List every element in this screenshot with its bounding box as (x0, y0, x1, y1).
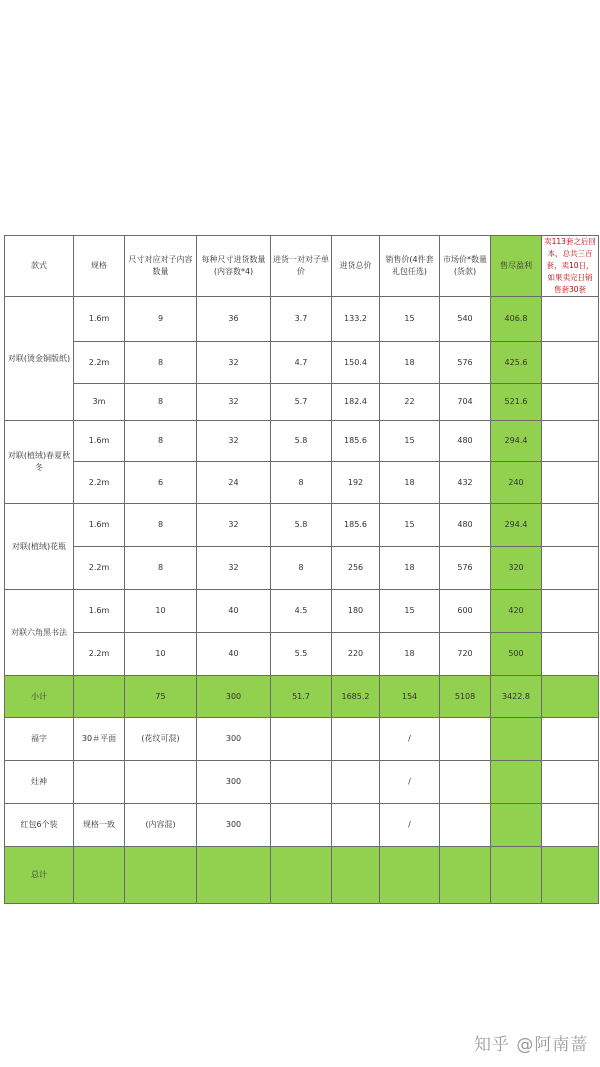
extra-spec (74, 761, 125, 804)
unit-price-cell: 3.7 (271, 297, 332, 342)
extra-content: (花纹可混) (125, 718, 197, 761)
extra-sale: / (380, 718, 440, 761)
market-value-cell: 480 (440, 504, 491, 547)
subtotal-sale-price: 154 (380, 676, 440, 718)
extra-sale: / (380, 804, 440, 847)
style-cell: 对联(植绒)春夏秋冬 (5, 421, 74, 504)
market-value-cell: 540 (440, 297, 491, 342)
purchase-qty-cell: 36 (197, 297, 271, 342)
table-row (5, 384, 599, 421)
total-cost-cell: 150.4 (332, 342, 380, 384)
style-cell: 对联(烫金铜版纸) (5, 297, 74, 421)
profit-cell: 294.4 (491, 421, 542, 462)
unit-price-cell: 8 (271, 462, 332, 504)
table-row (5, 504, 599, 547)
extra-name: 灶神 (5, 761, 74, 804)
total-cell (440, 847, 491, 904)
total-cost-cell: 256 (332, 547, 380, 590)
sale-price-cell: 15 (380, 297, 440, 342)
profit-cell: 294.4 (491, 504, 542, 547)
table-row (5, 590, 599, 633)
pair-count-cell: 9 (125, 297, 197, 342)
total-cell (491, 847, 542, 904)
header-sale-price: 销售价(4件套礼包任选) (380, 236, 440, 297)
profit-cell: 425.6 (491, 342, 542, 384)
subtotal-spec (74, 676, 125, 718)
spec-cell: 1.6m (74, 421, 125, 462)
extra-total-cost (332, 718, 380, 761)
subtotal-note (542, 676, 599, 718)
note-cell (542, 342, 599, 384)
profit-cell: 406.8 (491, 297, 542, 342)
purchase-qty-cell: 32 (197, 342, 271, 384)
header-style: 款式 (5, 236, 74, 297)
subtotal-total-cost: 1685.2 (332, 676, 380, 718)
total-cell (74, 847, 125, 904)
profit-cell: 500 (491, 633, 542, 676)
spec-cell: 1.6m (74, 297, 125, 342)
table-row (5, 421, 599, 462)
purchase-qty-cell: 32 (197, 421, 271, 462)
extra-profit (491, 718, 542, 761)
unit-price-cell: 4.7 (271, 342, 332, 384)
purchase-qty-cell: 32 (197, 504, 271, 547)
extra-total-cost (332, 761, 380, 804)
note-cell (542, 297, 599, 342)
total-row (5, 847, 599, 904)
unit-price-cell: 4.5 (271, 590, 332, 633)
market-value-cell: 576 (440, 342, 491, 384)
subtotal-label: 小计 (5, 676, 74, 718)
pair-count-cell: 8 (125, 421, 197, 462)
total-cost-cell: 133.2 (332, 297, 380, 342)
extra-spec: 30＃平面 (74, 718, 125, 761)
market-value-cell: 480 (440, 421, 491, 462)
table-row (5, 462, 599, 504)
extra-name: 福字 (5, 718, 74, 761)
table-row (5, 718, 599, 761)
extra-unit-price (271, 718, 332, 761)
profit-cell: 521.6 (491, 384, 542, 421)
total-cell (332, 847, 380, 904)
table-row (5, 297, 599, 342)
extra-note (542, 804, 599, 847)
note-cell (542, 504, 599, 547)
header-unit-price: 进货一对对子单价 (271, 236, 332, 297)
total-cost-cell: 182.4 (332, 384, 380, 421)
extra-content: (内容混) (125, 804, 197, 847)
spec-cell: 2.2m (74, 462, 125, 504)
total-label: 总计 (5, 847, 74, 904)
profit-cell: 240 (491, 462, 542, 504)
unit-price-cell: 5.5 (271, 633, 332, 676)
header-row (5, 236, 599, 297)
extra-qty: 300 (197, 718, 271, 761)
total-cell (197, 847, 271, 904)
note-cell (542, 633, 599, 676)
purchase-qty-cell: 32 (197, 547, 271, 590)
subtotal-profit: 3422.8 (491, 676, 542, 718)
total-cell (271, 847, 332, 904)
spec-cell: 3m (74, 384, 125, 421)
sale-price-cell: 18 (380, 547, 440, 590)
style-cell: 对联六角黑书法 (5, 590, 74, 676)
profit-table (4, 235, 599, 904)
subtotal-market-value: 5108 (440, 676, 491, 718)
purchase-qty-cell: 32 (197, 384, 271, 421)
sale-price-cell: 15 (380, 504, 440, 547)
subtotal-purchase-qty: 300 (197, 676, 271, 718)
total-cell (542, 847, 599, 904)
sale-price-cell: 18 (380, 633, 440, 676)
table-row (5, 761, 599, 804)
spec-cell: 2.2m (74, 547, 125, 590)
market-value-cell: 432 (440, 462, 491, 504)
market-value-cell: 600 (440, 590, 491, 633)
extra-sale: / (380, 761, 440, 804)
header-purchase-qty: 每种尺寸进货数量(内容数*4) (197, 236, 271, 297)
market-value-cell: 576 (440, 547, 491, 590)
sale-price-cell: 18 (380, 342, 440, 384)
extra-note (542, 761, 599, 804)
extra-spec: 规格一致 (74, 804, 125, 847)
unit-price-cell: 5.8 (271, 504, 332, 547)
total-cost-cell: 185.6 (332, 421, 380, 462)
pair-count-cell: 8 (125, 547, 197, 590)
unit-price-cell: 8 (271, 547, 332, 590)
table-row (5, 342, 599, 384)
spec-cell: 1.6m (74, 504, 125, 547)
extra-qty: 300 (197, 761, 271, 804)
header-pair-count: 尺寸对应对子内容数量 (125, 236, 197, 297)
extra-total-cost (332, 804, 380, 847)
total-cost-cell: 185.6 (332, 504, 380, 547)
sale-price-cell: 15 (380, 590, 440, 633)
extra-market-value (440, 804, 491, 847)
header-market-value: 市场价*数量(货款) (440, 236, 491, 297)
header-spec: 规格 (74, 236, 125, 297)
sale-price-cell: 22 (380, 384, 440, 421)
total-cost-cell: 180 (332, 590, 380, 633)
extra-market-value (440, 718, 491, 761)
spec-cell: 2.2m (74, 342, 125, 384)
profit-cell: 320 (491, 547, 542, 590)
table-row (5, 804, 599, 847)
note-cell (542, 590, 599, 633)
header-profit: 售尽盈利 (491, 236, 542, 297)
table-row (5, 633, 599, 676)
extra-unit-price (271, 761, 332, 804)
spec-cell: 2.2m (74, 633, 125, 676)
total-cell (125, 847, 197, 904)
extra-note (542, 718, 599, 761)
total-cost-cell: 192 (332, 462, 380, 504)
subtotal-unit-price: 51.7 (271, 676, 332, 718)
spec-cell: 1.6m (74, 590, 125, 633)
subtotal-pair-count: 75 (125, 676, 197, 718)
sale-price-cell: 18 (380, 462, 440, 504)
extra-profit (491, 804, 542, 847)
profit-cell: 420 (491, 590, 542, 633)
purchase-qty-cell: 40 (197, 590, 271, 633)
purchase-qty-cell: 40 (197, 633, 271, 676)
note-cell (542, 462, 599, 504)
total-cell (380, 847, 440, 904)
pair-count-cell: 10 (125, 633, 197, 676)
watermark: 知乎 @阿南蔷 (474, 1035, 589, 1055)
unit-price-cell: 5.7 (271, 384, 332, 421)
header-total-cost: 进货总价 (332, 236, 380, 297)
extra-market-value (440, 761, 491, 804)
extra-name: 红包6个装 (5, 804, 74, 847)
table-row (5, 547, 599, 590)
pair-count-cell: 8 (125, 504, 197, 547)
note-cell (542, 384, 599, 421)
header-note: 卖113套之后回本，总共三百套，卖10日，如果卖完日销售套30套 (542, 236, 599, 297)
market-value-cell: 720 (440, 633, 491, 676)
total-cost-cell: 220 (332, 633, 380, 676)
unit-price-cell: 5.8 (271, 421, 332, 462)
pair-count-cell: 6 (125, 462, 197, 504)
extra-qty: 300 (197, 804, 271, 847)
extra-unit-price (271, 804, 332, 847)
pair-count-cell: 10 (125, 590, 197, 633)
pair-count-cell: 8 (125, 384, 197, 421)
extra-profit (491, 761, 542, 804)
style-cell: 对联(植绒)花瓶 (5, 504, 74, 590)
pair-count-cell: 8 (125, 342, 197, 384)
note-cell (542, 547, 599, 590)
sale-price-cell: 15 (380, 421, 440, 462)
market-value-cell: 704 (440, 384, 491, 421)
subtotal-row (5, 676, 599, 718)
purchase-qty-cell: 24 (197, 462, 271, 504)
extra-content (125, 761, 197, 804)
note-cell (542, 421, 599, 462)
